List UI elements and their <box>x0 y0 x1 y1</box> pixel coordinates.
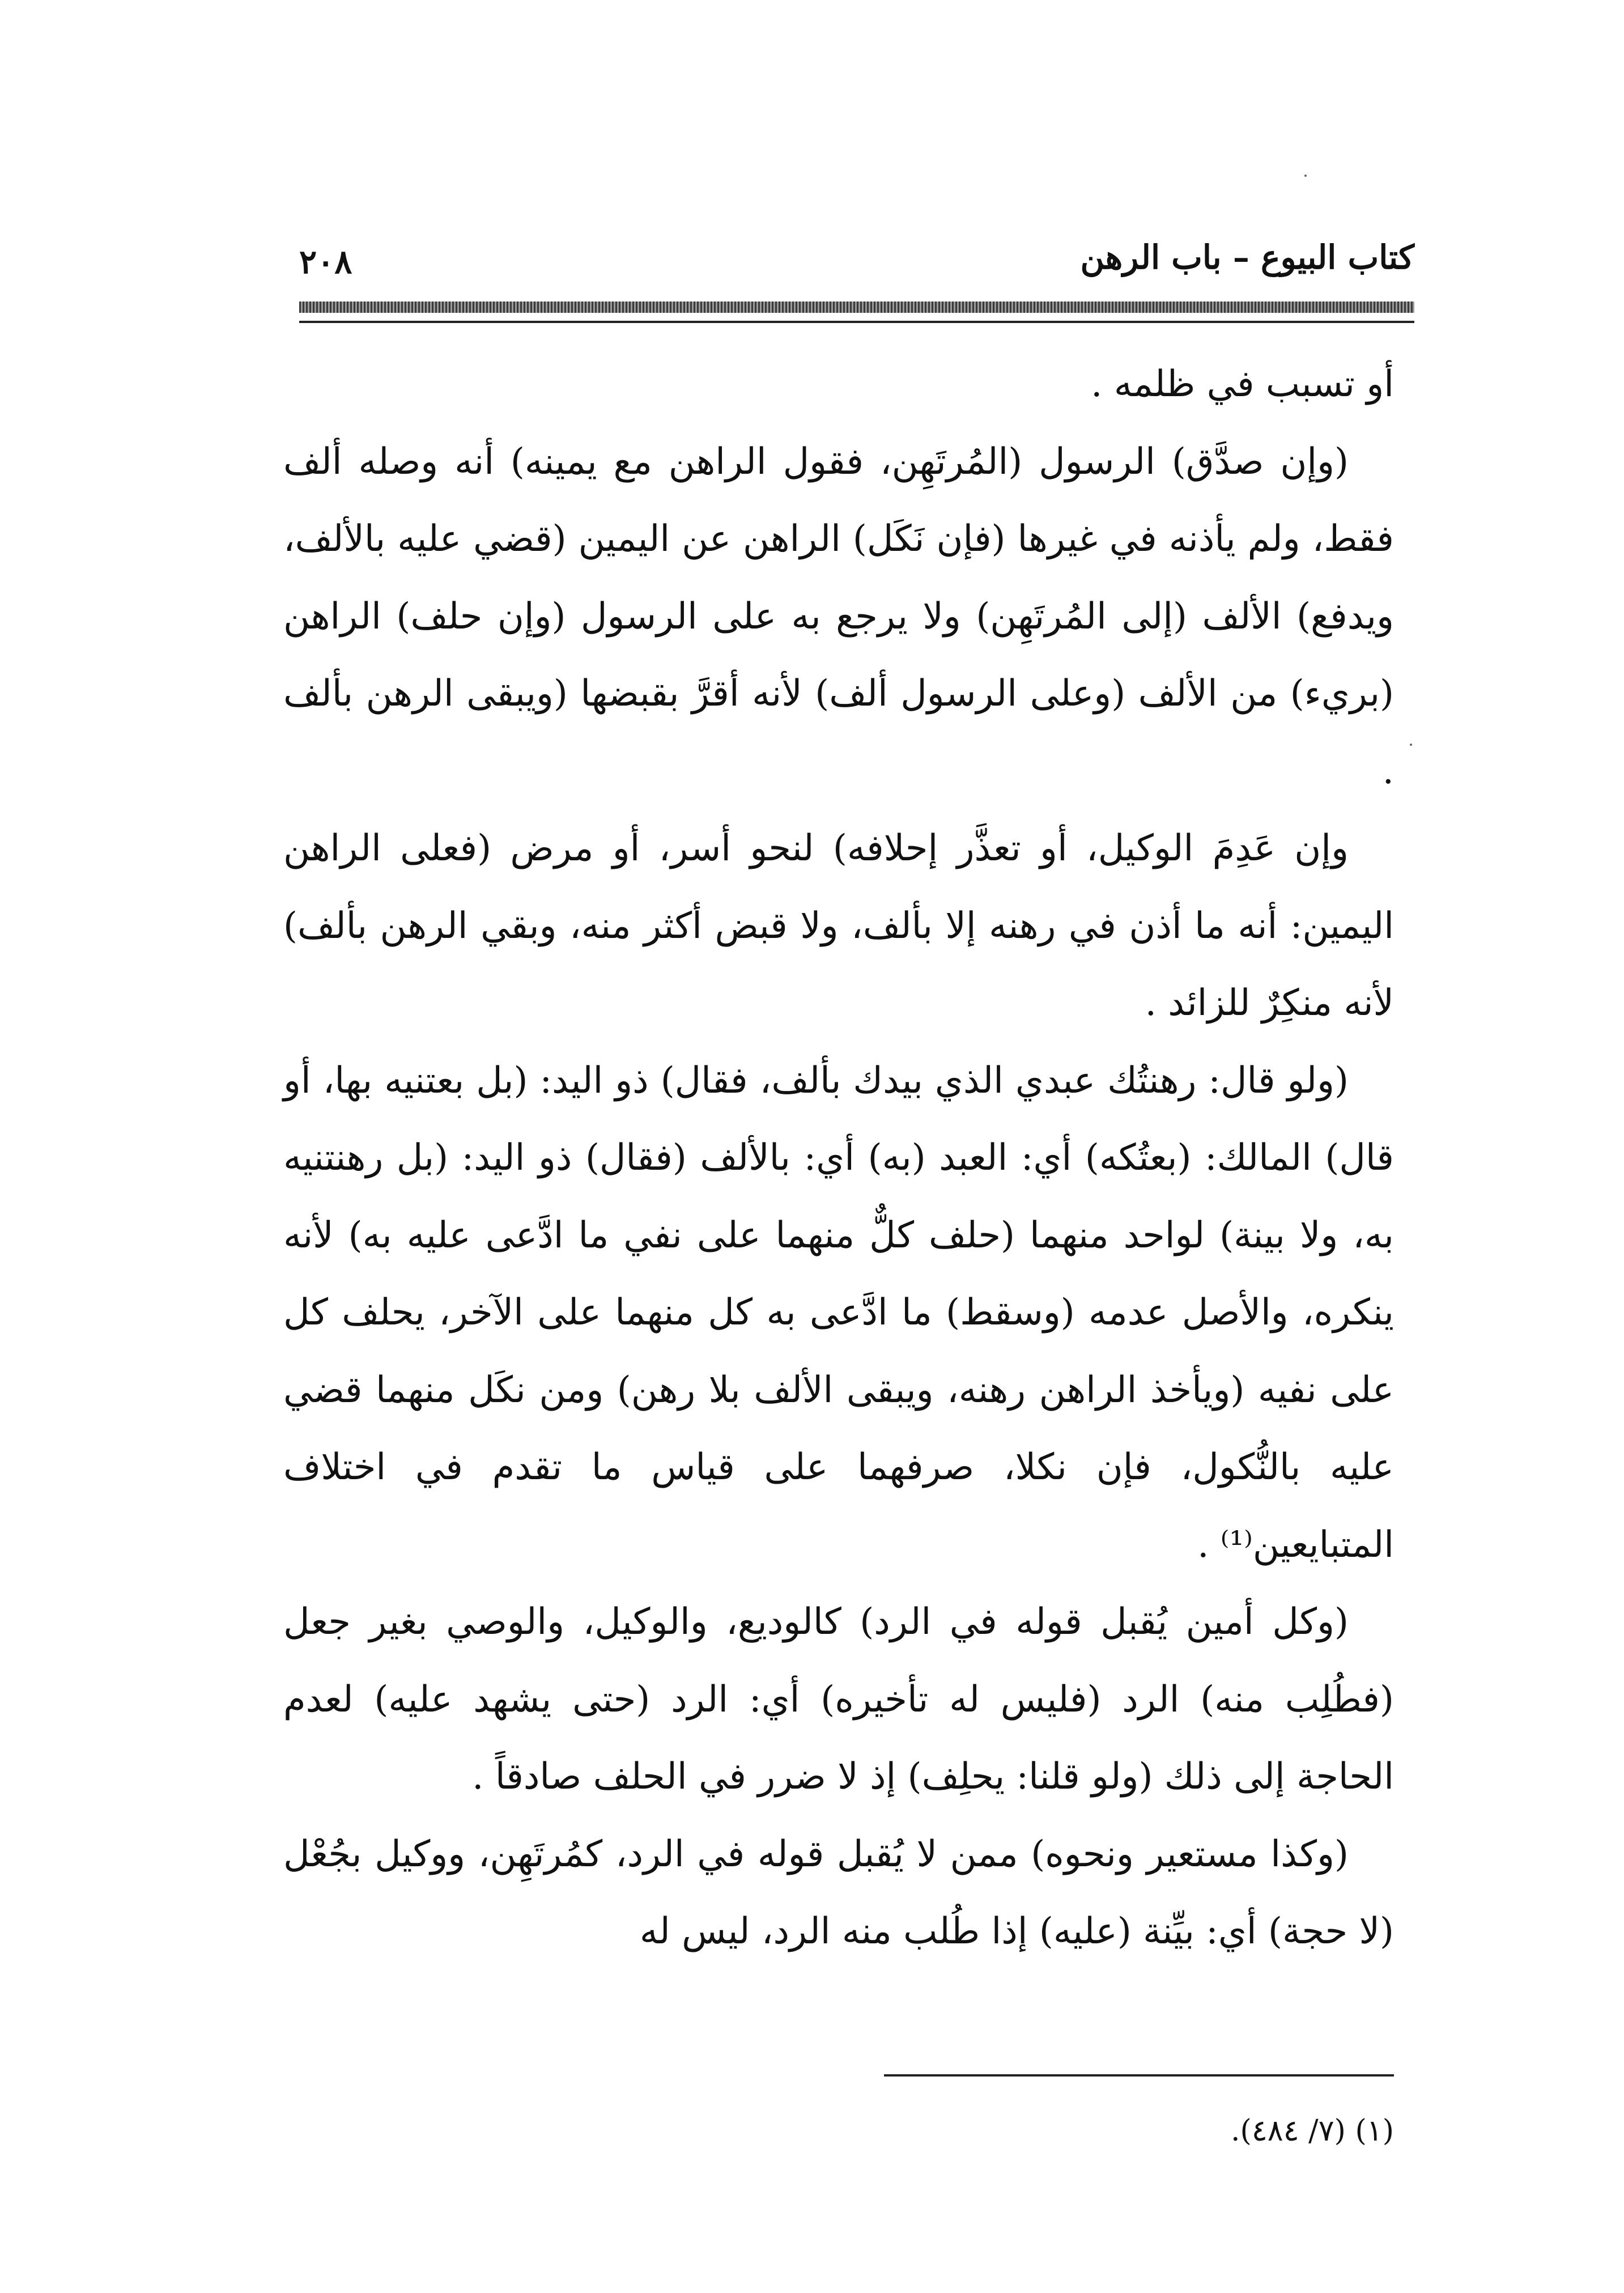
main-text <box>283 346 1394 1971</box>
page-header <box>299 238 1414 289</box>
footnote-separator <box>884 2074 1394 2077</box>
running-title: كتاب البيوع – باب الرهن <box>1080 238 1414 277</box>
paragraph: (وكذا مستعير ونحوه) ممن لا يُقبل قوله في الرد، كمُرتَهِن، ووكيل بجُعْل (لا حجة) أي: بيِّنة (عليه) إذا طُلب منه الرد، ليس له <box>283 1833 1394 1952</box>
page-number: ٢٠٨ <box>299 243 352 281</box>
header-divider <box>299 321 1414 323</box>
paragraph: (وكل أمين يُقبل قوله في الرد) كالوديع، والوكيل، والوصي بغير جعل (فطُلِب منه) الرد (فليس له تأخيره) أي: الرد (حتى يشهد عليه) لعدم الحاجة إلى ذلك (ولو قلنا: يحلِف) إذ لا ضرر في الحلف صادقاً . <box>283 1601 1394 1798</box>
footnote: (١) (٧/ ٤٨٤). <box>1231 2114 1394 2148</box>
paragraph: أو تسبب في ظلمه . <box>1091 363 1394 405</box>
paragraph: (ولو قال: رهنتُك عبدي الذي بيدك بألف، فقال) ذو اليد: (بل بعتنيه بها، أو قال) المالك: (بعتُكه) أي: العبد (به) أي: بالألف (فقال) ذو اليد: (بل رهنتنيه به، ولا بينة) لواحد منهما (حلف كلٌّ منهما على نفي ما ادَّعى عليه به) لأنه ينكره، والأصل عدمه (وسقط) ما ادَّعى به كل منهما على الآخر، يحلف كل على نفيه (ويأخذ الراهن رهنه، ويبقى الألف بلا رهن) ومن نكَل منهما قضي عليه بالنُّكول، فإن نكلا، صرفهما على قياس ما تقدم في اختلاف المتبايعين⁽¹⁾ . <box>283 1059 1394 1566</box>
header-ornament-rule <box>299 302 1414 313</box>
paragraph: وإن عَدِمَ الوكيل، أو تعذَّر إحلافه) لنحو أسر، أو مرض (فعلى الراهن اليمين: أنه ما أذن في رهنه إلا بألف، ولا قبض أكثر منه، وبقي الرهن بألف) لأنه منكِرٌ للزائد . <box>283 827 1394 1024</box>
paragraph: (وإن صدَّق) الرسول (المُرتَهِن، فقول الراهن مع يمينه) أنه وصله ألف فقط، ولم يأذنه في غيرها (فإن نَكَل) الراهن عن اليمين (قضي عليه بالألف، ويدفع) الألف (إلى المُرتَهِن) ولا يرجع به على الرسول (وإن حلف) الراهن (بريء) من الألف (وعلى الرسول ألف) لأنه أقرَّ بقبضها (ويبقى الرهن بألف . <box>283 440 1395 792</box>
scan-speck <box>1410 744 1412 746</box>
scan-speck <box>1304 175 1307 177</box>
